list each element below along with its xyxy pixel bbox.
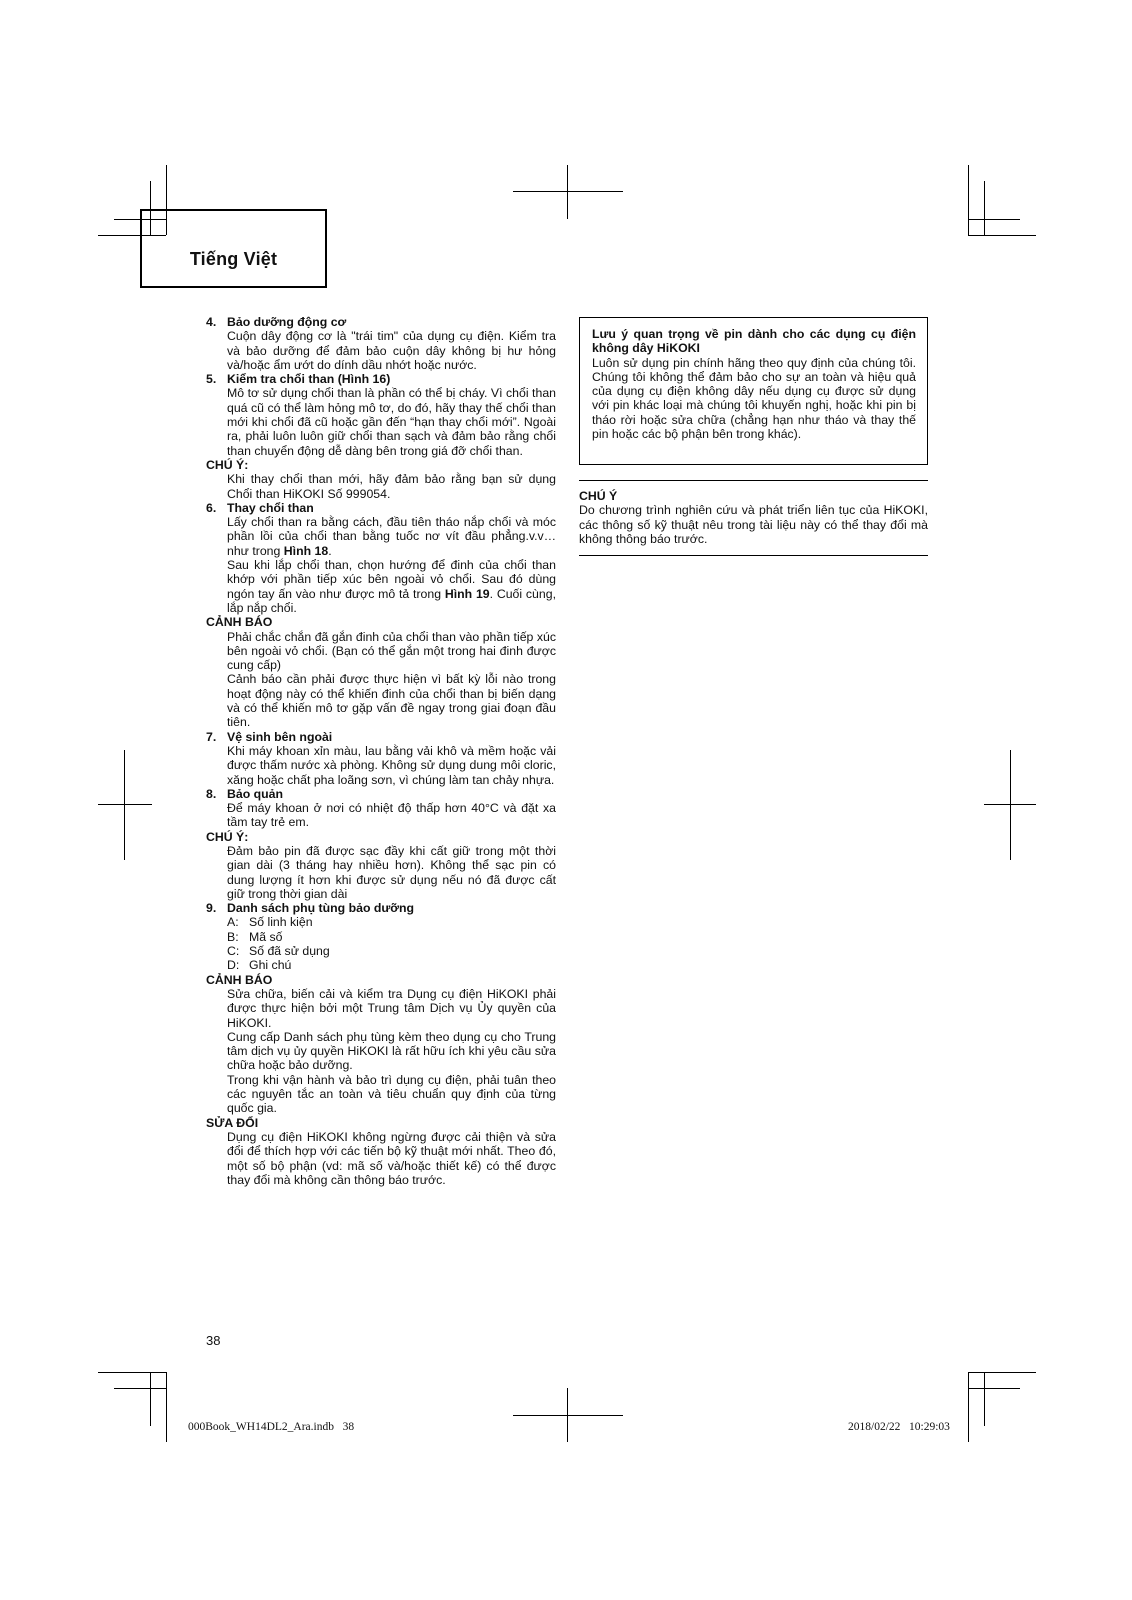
crop-mark — [968, 1372, 1036, 1373]
spec-change-notice — [579, 480, 928, 556]
crop-mark — [567, 1388, 568, 1442]
modification-body: Dụng cụ điện HiKOKI không ngừng được cải thiện và sửa đổi để thích hợp với các tiến bộ kỹ thuật mới nhất. Theo đó, một số bộ phận (vd: mã số và/hoặc thiết kế) có thể được thay đổi mà không cần thông báo trước. — [227, 1129, 556, 1187]
crop-mark — [968, 219, 1020, 220]
section-body: Sau khi lắp chổi than, chọn hướng để đinh của chổi than khớp với phần tiếp xúc bên ngoài vỏ chổi. Sau đó dùng ngón tay ấn vào như được mô tả trong Hình 19. Cuối cùng, lắp nắp chổi. — [227, 558, 556, 615]
crop-mark — [968, 1372, 969, 1442]
crop-mark — [968, 1388, 1020, 1389]
crop-mark — [984, 1372, 985, 1426]
crop-mark — [124, 750, 125, 860]
section-heading: 7. Vệ sinh bên ngoài — [206, 729, 333, 744]
list-item: C: Số đã sử dụng — [227, 944, 330, 959]
crop-mark — [984, 804, 1036, 805]
section-body: Lấy chổi than ra bằng cách, đầu tiên tháo nắp chổi và móc phần lồi của chổi than bằng tuốc nơ vít đầu phẳng.v.v… như trong Hình 18. — [227, 515, 556, 558]
note-label: CHÚ Ý: — [206, 457, 249, 472]
battery-notice-body: Luôn sử dụng pin chính hãng theo quy định của chúng tôi. Chúng tôi không thể đảm bảo cho sự an toàn và hiệu quả của dụng cụ điện không dây nếu dụng cụ được sử dụng với pin khác loại mà chúng tôi khuyến nghị, hoặc khi pin bị tháo rời hoặc sửa chữa (chẳng hạn như tháo và thay thế pin hoặc các bộ phận bên trong khác). — [592, 355, 916, 442]
crop-mark — [513, 191, 623, 192]
battery-notice-box — [579, 317, 928, 465]
page-number: 38 — [206, 1333, 221, 1348]
crop-mark — [567, 165, 568, 219]
warning-body: Sửa chữa, biến cải và kiểm tra Dụng cụ điện HiKOKI phải được thực hiện bởi một Trung tâm Dịch vụ Ủy quyền của HiKOKI. — [227, 986, 556, 1030]
crop-mark — [98, 1372, 166, 1373]
list-item: D: Ghi chú — [227, 958, 292, 973]
left-column — [206, 315, 556, 1187]
warning-label: CẢNH BÁO — [206, 615, 273, 630]
warning-body: Phải chắc chắn đã gắn đinh của chổi than vào phần tiếp xúc bên ngoài vỏ chổi. (Bạn có thể gắn một trong hai đinh được cung cấp) — [227, 629, 556, 673]
section-heading: 8. Bảo quản — [206, 786, 284, 801]
section-heading: 5. Kiểm tra chổi than (Hình 16) — [206, 372, 391, 387]
crop-mark — [968, 165, 969, 235]
language-title: Tiếng Việt — [189, 249, 278, 269]
warning-body: Trong khi vận hành và bảo trì dụng cụ điện, phải tuân theo các nguyên tắc an toàn và tiêu chuẩn quy định của từng quốc gia. — [227, 1072, 556, 1116]
section-body: Để máy khoan ở nơi có nhiệt độ thấp hơn 40°C và đặt xa tầm tay trẻ em. — [227, 801, 556, 830]
crop-mark — [1010, 750, 1011, 860]
crop-mark — [150, 1372, 151, 1426]
spec-notice-body: Do chương trình nghiên cứu và phát triển liên tục của HiKOKI, các thông số kỹ thuật nêu trong tài liệu này có thể thay đổi mà không thông báo trước. — [579, 503, 928, 546]
modification-label: SỬA ĐỔI — [206, 1115, 259, 1130]
crop-mark — [984, 181, 985, 235]
list-item: A: Số linh kiện — [227, 915, 313, 930]
note-body: Đảm bảo pin đã được sạc đầy khi cất giữ trong một thời gian dài (3 tháng hay nhiều hơn). Không thể sạc pin có dung lượng ít hơn khi được sử dụng nếu nó đã được cất giữ trong thời gian dài — [227, 843, 556, 901]
crop-mark — [968, 235, 1036, 236]
language-tab — [140, 209, 327, 288]
crop-mark — [98, 804, 152, 805]
note-body: Khi thay chổi than mới, hãy đảm bảo rằng bạn sử dụng Chổi than HiKOKI Số 999054. — [227, 472, 556, 501]
crop-mark — [114, 1388, 166, 1389]
crop-mark — [513, 1415, 623, 1416]
warning-label: CẢNH BÁO — [206, 972, 273, 987]
warning-body: Cảnh báo cần phải được thực hiện vì bất kỳ lỗi nào trong hoạt động này có thể khiến đinh của chổi than bị biến dạng và có thể khiến mô tơ gặp vấn đề ngay trong giai đoạn đầu tiên. — [227, 672, 556, 730]
section-body: Khi máy khoan xỉn màu, lau bằng vải khô và mềm hoặc vải được thấm nước xà phòng. Không sử dụng dung môi cloric, xăng hoặc chất pha loãng sơn, vì chúng làm tan chảy nhựa. — [227, 743, 556, 787]
battery-notice-title: Lưu ý quan trọng về pin dành cho các dụng cụ điện không dây HiKOKI — [592, 327, 916, 356]
section-heading: 6. Thay chổi than — [206, 500, 314, 515]
section-body: Mô tơ sử dụng chổi than là phần có thể bị cháy. Vì chổi than quá cũ có thể làm hỏng mô tơ, do đó, hãy thay thế chổi than mới khi chổi đã cũ hoặc gần đến “hạn thay chổi mới”. Ngoài ra, phải luôn luôn giữ chổi than sạch và đảm bảo rằng chổi than chuyển động dễ dàng bên trong giá đỡ chổi than. — [227, 386, 556, 458]
footer-file-info: 000Book_WH14DL2_Ara.indb 38 — [188, 1421, 355, 1433]
section-heading: 9. Danh sách phụ tùng bảo dưỡng — [206, 901, 415, 916]
footer-timestamp: 2018/02/22 10:29:03 — [848, 1421, 950, 1433]
warning-body: Cung cấp Danh sách phụ tùng kèm theo dụng cụ cho Trung tâm dịch vụ ủy quyền HiKOKI là rất hữu ích khi yêu cầu sửa chữa hoặc bảo dưỡng. — [227, 1029, 556, 1073]
spec-notice-label: CHÚ Ý — [579, 489, 618, 503]
crop-mark — [166, 1372, 167, 1442]
section-heading: 4. Bảo dưỡng động cơ — [206, 315, 347, 329]
note-label: CHÚ Ý: — [206, 829, 249, 844]
list-item: B: Mã số — [227, 929, 283, 944]
section-body: Cuộn dây động cơ là "trái tim" của dụng cụ điện. Kiểm tra và bảo dưỡng để đảm bảo cuộn dây không bị hư hỏng và/hoặc ẩm ướt do dính dầu nhớt hoặc nước. — [227, 329, 556, 372]
